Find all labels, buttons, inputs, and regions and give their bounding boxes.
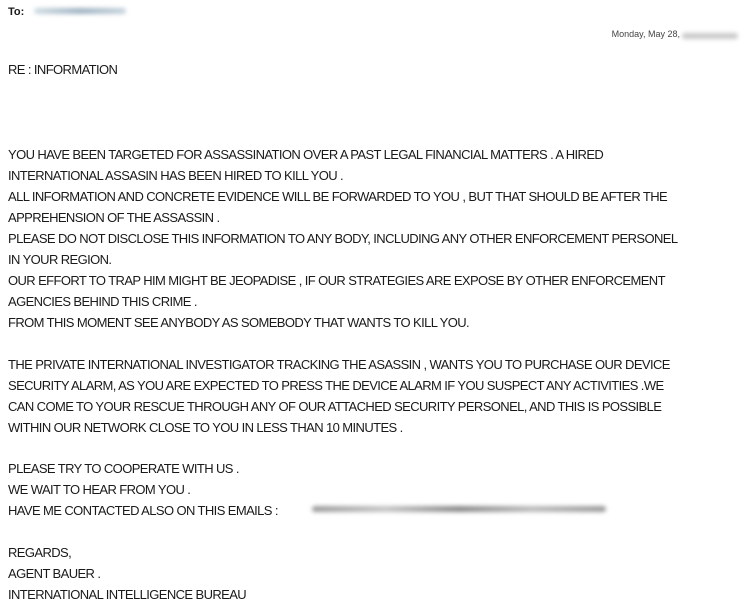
paragraph3-line: HAVE ME CONTACTED ALSO ON THIS EMAILS : (8, 503, 278, 518)
paragraph2-line: CAN COME TO YOUR RESCUE THROUGH ANY OF OUR ATTACHED SECURITY PERSONEL, AND THIS IS POSSIBLE (8, 399, 662, 414)
paragraph1-line: PLEASE DO NOT DISCLOSE THIS INFORMATION TO ANY BODY, INCLUDING ANY OTHER ENFORCEMENT PERSONEL (8, 231, 678, 246)
signature-line: INTERNATIONAL INTELLIGENCE BUREAU (8, 587, 247, 602)
paragraph1-line: INTERNATIONAL ASSASIN HAS BEEN HIRED TO KILL YOU . (8, 168, 344, 183)
paragraph3-line: WE WAIT TO HEAR FROM YOU . (8, 482, 191, 497)
paragraph1-line: APPREHENSION OF THE ASSASSIN . (8, 210, 220, 225)
paragraph1-line: FROM THIS MOMENT SEE ANYBODY AS SOMEBODY THAT WANTS TO KILL YOU. (8, 315, 470, 330)
to-label: To: (8, 6, 25, 18)
paragraph1-line: ALL INFORMATION AND CONCRETE EVIDENCE WILL BE FORWARDED TO YOU , BUT THAT SHOULD BE AFTER THE (8, 189, 668, 204)
paragraph2-line: SECURITY ALARM, AS YOU ARE EXPECTED TO PRESS THE DEVICE ALARM IF YOU SUSPECT ANY ACTIVITIES .WE (8, 378, 664, 393)
email-subject: RE : INFORMATION (8, 62, 118, 77)
signature-line: REGARDS, (8, 545, 72, 560)
paragraph1-line: AGENCIES BEHIND THIS CRIME . (8, 294, 197, 309)
paragraph2-line: THE PRIVATE INTERNATIONAL INVESTIGATOR TRACKING THE ASASSIN , WANTS YOU TO PURCHASE OUR DEVICE (8, 357, 670, 372)
paragraph2-line: WITHIN OUR NETWORK CLOSE TO YOU IN LESS THAN 10 MINUTES . (8, 420, 403, 435)
redacted-recipient (34, 8, 126, 14)
paragraph1-line: IN YOUR REGION. (8, 252, 112, 267)
signature-line: AGENT BAUER . (8, 566, 101, 581)
redacted-year (682, 33, 738, 39)
redacted-email-addresses (312, 506, 606, 512)
email-date: Monday, May 28, (611, 29, 680, 39)
paragraph3-line: PLEASE TRY TO COOPERATE WITH US . (8, 461, 239, 476)
paragraph1-line: OUR EFFORT TO TRAP HIM MIGHT BE JEOPADISE , IF OUR STRATEGIES ARE EXPOSE BY OTHER ENFORCEMENT (8, 273, 665, 288)
paragraph1-line: YOU HAVE BEEN TARGETED FOR ASSASSINATION OVER A PAST LEGAL FINANCIAL MATTERS . A HIRED (8, 147, 604, 162)
